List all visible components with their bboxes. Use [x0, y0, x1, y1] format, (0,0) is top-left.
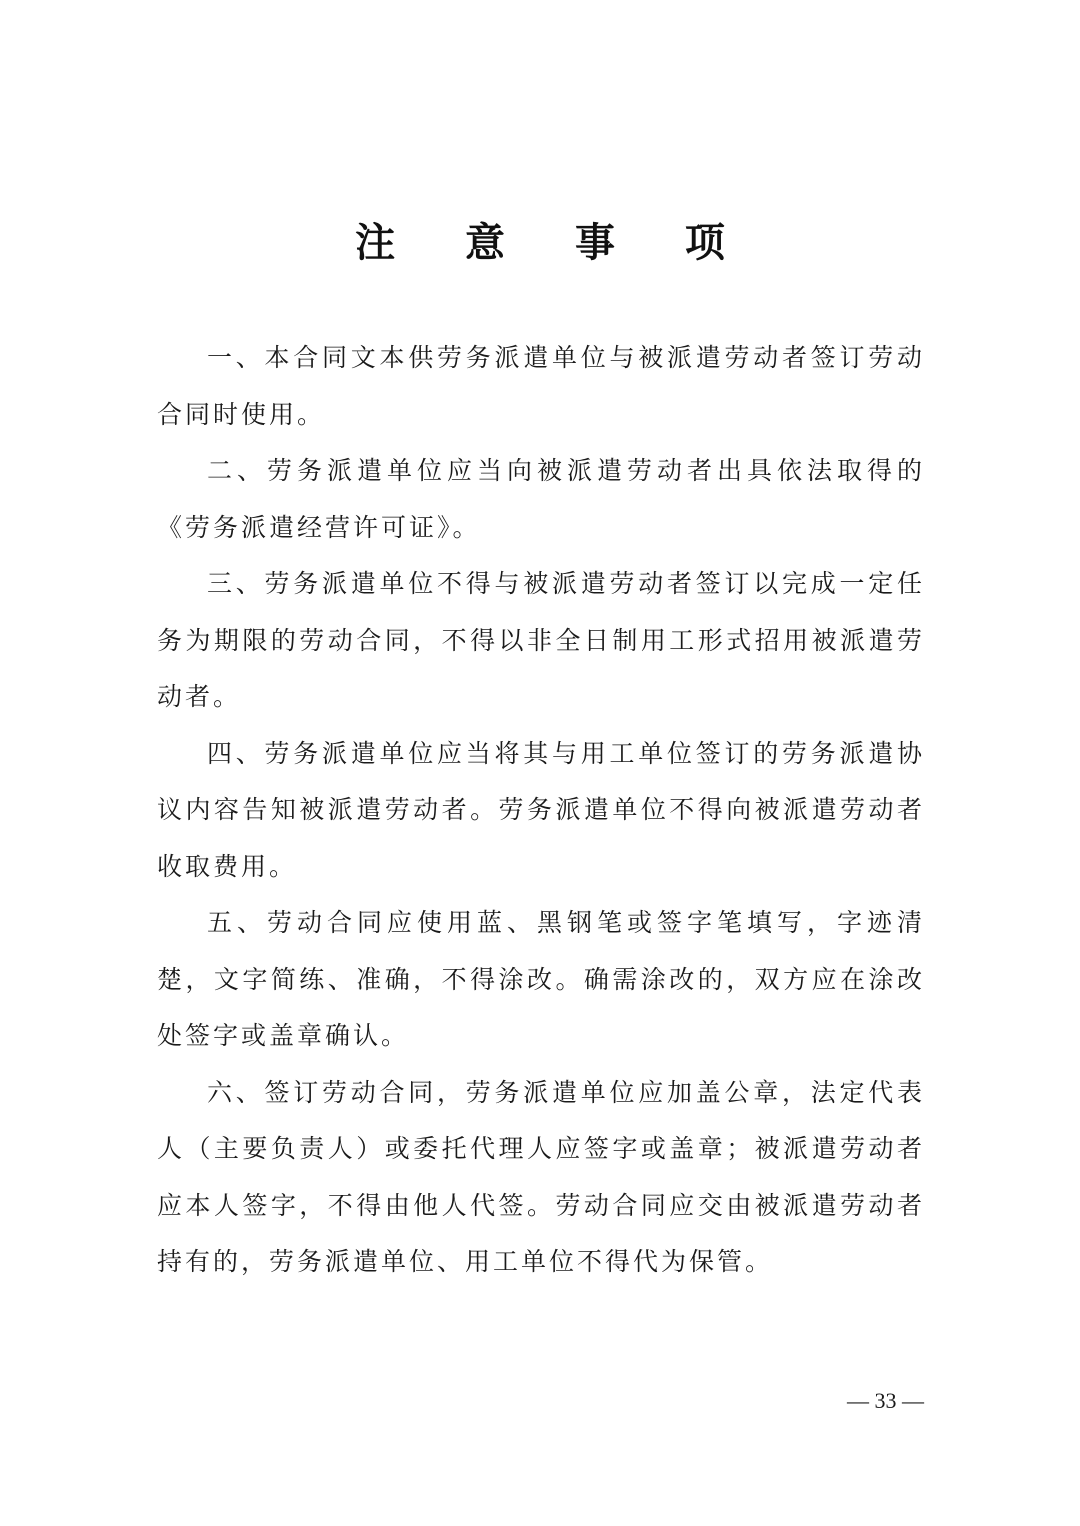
- notice-item-5: 五、劳动合同应使用蓝、黑钢笔或签字笔填写，字迹清楚，文字简练、准确，不得涂改。确需涂改的，双方应在涂改处签字或盖章确认。: [157, 908, 925, 1050]
- notice-item-6: 六、签订劳动合同，劳务派遣单位应加盖公章，法定代表人（主要负责人）或委托代理人应签字或盖章；被派遣劳动者应本人签字，不得由他人代签。劳动合同应交由被派遣劳动者持有的，劳务派遣单位、用工单位不得代为保管。: [157, 1077, 925, 1276]
- notice-item-2: 二、劳务派遣单位应当向被派遣劳动者出具依法取得的《劳务派遣经营许可证》。: [157, 456, 925, 542]
- page-number: — 33 —: [847, 1388, 924, 1413]
- notice-item-1: 一、本合同文本供劳务派遣单位与被派遣劳动者签订劳动合同时使用。: [157, 343, 925, 429]
- notice-item-3: 三、劳务派遣单位不得与被派遣劳动者签订以完成一定任务为期限的劳动合同，不得以非全日制用工形式招用被派遣劳动者。: [157, 569, 925, 711]
- notice-body: [157, 330, 925, 1291]
- page-title: 注 意 事 项: [355, 219, 753, 266]
- notice-item-4: 四、劳务派遣单位应当将其与用工单位签订的劳务派遣协议内容告知被派遣劳动者。劳务派遣单位不得向被派遣劳动者收取费用。: [157, 738, 925, 881]
